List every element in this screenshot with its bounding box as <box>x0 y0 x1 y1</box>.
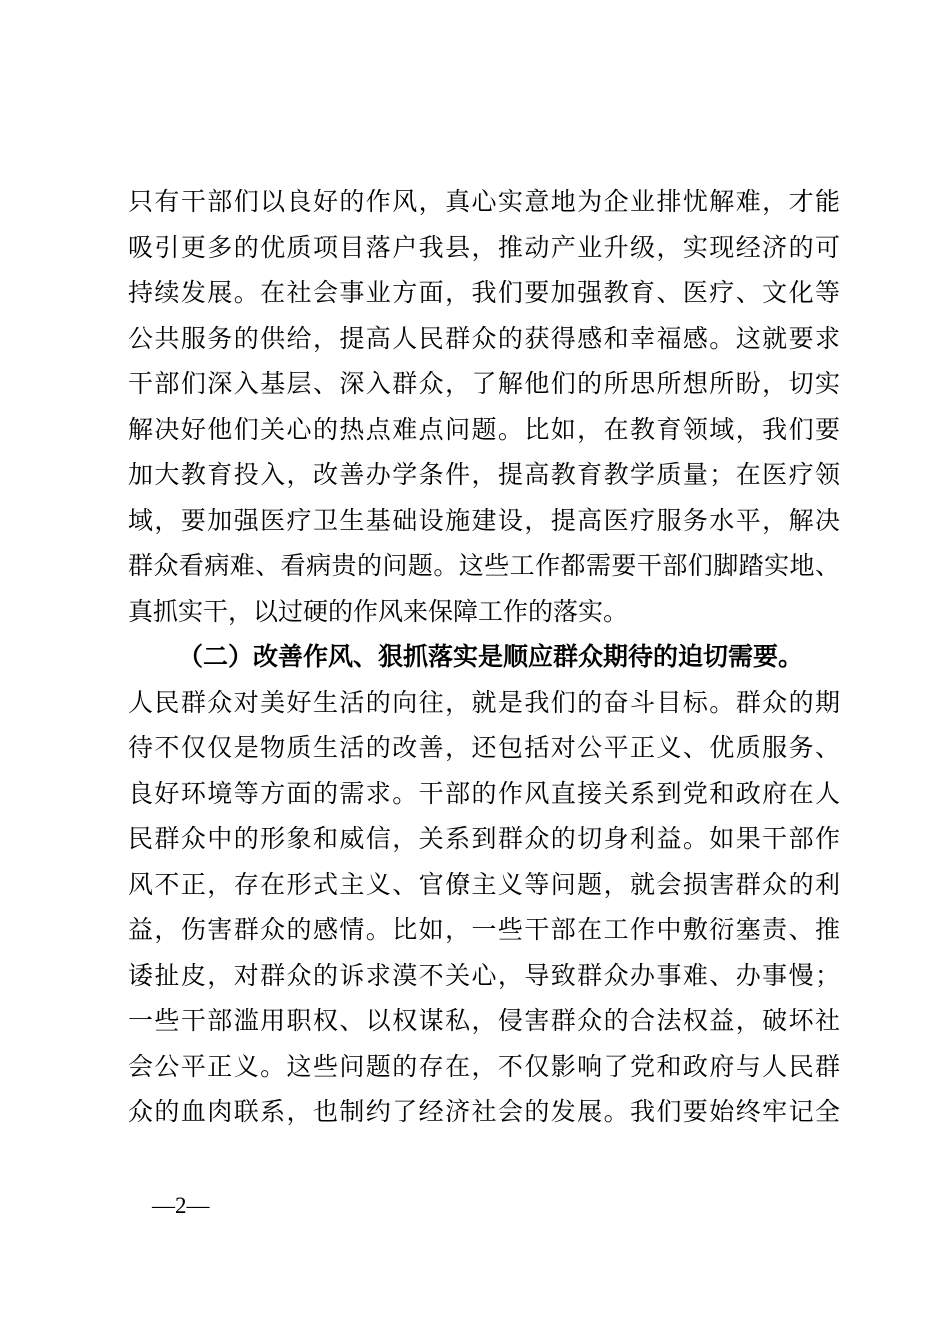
section-heading: （二）改善作风、狠抓落实是顺应群众期待的迫切需要。 <box>178 642 804 671</box>
text-line: 人民群众对美好生活的向往，就是我们的奋斗目标。群众的期 <box>128 687 840 717</box>
text-line: 众的血肉联系，也制约了经济社会的发展。我们要始终牢记全 <box>128 1097 840 1126</box>
text-line: 一些干部滥用职权、以权谋私，侵害群众的合法权益，破坏社 <box>128 1006 840 1035</box>
text-line: 吸引更多的优质项目落户我县，推动产业升级，实现经济的可 <box>128 232 840 262</box>
paragraph-last-line: 真抓实干，以过硬的作风来保障工作的落实。 <box>128 596 629 626</box>
text-line: 益，伤害群众的感情。比如，一些干部在工作中敷衍塞责、推 <box>128 915 840 944</box>
text-line: 只有干部们以良好的作风，真心实意地为企业排忧解难，才能 <box>128 187 840 216</box>
text-line: 会公平正义。这些问题的存在，不仅影响了党和政府与人民群 <box>128 1051 840 1081</box>
text-line: 公共服务的供给，提高人民群众的获得感和幸福感。这就要求 <box>128 323 840 353</box>
text-line: 诿扯皮，对群众的诉求漠不关心，导致群众办事难、办事慢； <box>128 960 840 990</box>
body-text <box>128 179 840 1135</box>
text-line: 风不正，存在形式主义、官僚主义等问题，就会损害群众的利 <box>128 869 840 899</box>
text-line: 群众看病难、看病贵的问题。这些工作都需要干部们脚踏实地、 <box>128 551 840 580</box>
text-line: 域，要加强医疗卫生基础设施建设，提高医疗服务水平，解决 <box>128 505 840 535</box>
text-line: 民群众中的形象和威信，关系到群众的切身利益。如果干部作 <box>128 824 840 853</box>
text-line: 良好环境等方面的需求。干部的作风直接关系到党和政府在人 <box>128 778 840 808</box>
page-number: —2— <box>152 1193 210 1218</box>
text-line: 解决好他们关心的热点难点问题。比如，在教育领域，我们要 <box>128 414 840 444</box>
text-line: 加大教育投入，改善办学条件，提高教育教学质量；在医疗领 <box>128 460 840 489</box>
text-line: 干部们深入基层、深入群众，了解他们的所思所想所盼，切实 <box>128 369 840 398</box>
text-line: 持续发展。在社会事业方面，我们要加强教育、医疗、文化等 <box>128 278 840 307</box>
text-line: 待不仅仅是物质生活的改善，还包括对公平正义、优质服务、 <box>128 733 840 762</box>
